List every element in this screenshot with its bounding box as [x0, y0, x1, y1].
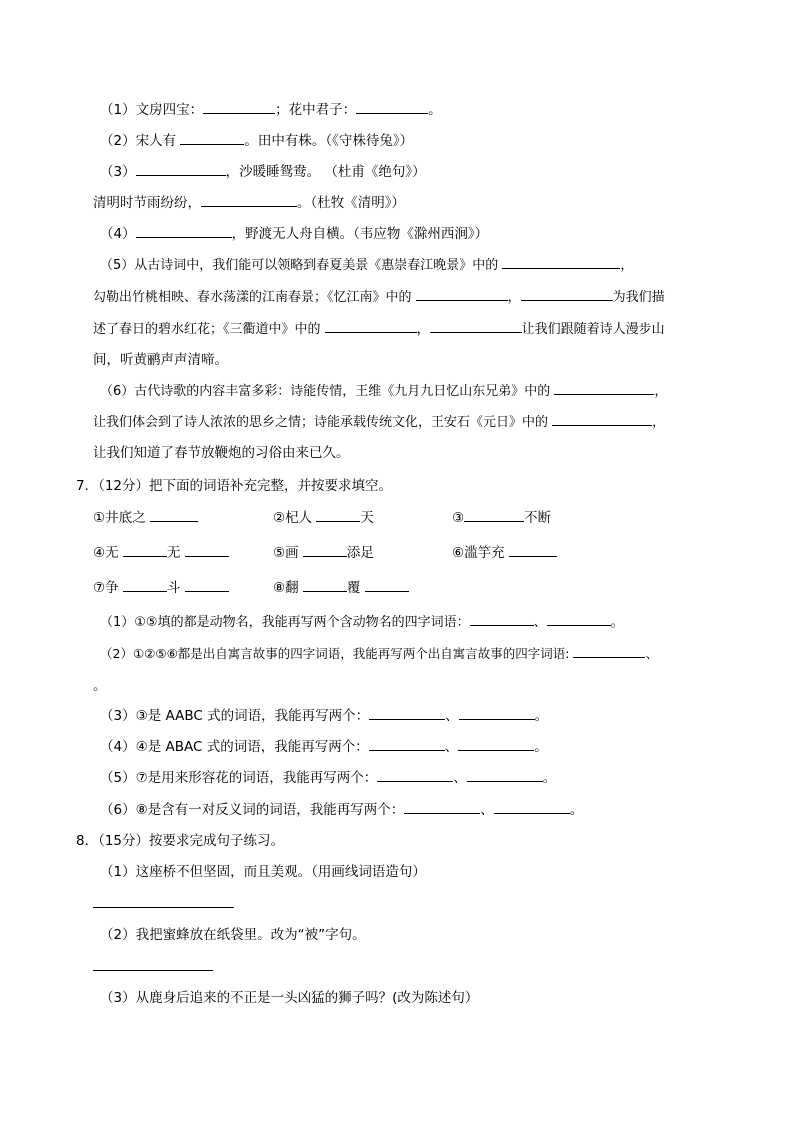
q7-sub-2-continued [93, 677, 107, 695]
q6-line-8-text-c: 让我们跟随着诗人漫步山 [521, 322, 665, 337]
q7-sub-5-text-a: （5）⑦是用来形容花的词语，我能再写两个： [100, 770, 378, 786]
q7-item-6-text: ⑥滥竽充 [452, 545, 509, 561]
q6-line-7-text-c: 为我们描 [612, 290, 665, 305]
q7-sub-6-text-b: 、 [480, 802, 494, 818]
answer-blank[interactable] [377, 769, 453, 782]
q6-line-4-text-a: 清明时节雨纷纷， [93, 195, 201, 211]
q6-line-10 [100, 382, 667, 401]
answer-blank[interactable] [150, 509, 198, 522]
q7-sub-5-text-b: 、 [453, 770, 467, 786]
q7-item-1 [93, 509, 198, 527]
answer-blank[interactable] [552, 413, 652, 426]
q6-line-5-text-b: ，野渡无人舟自横。（韦应物《滁州西涧》） [231, 226, 489, 242]
q7-item-4-text-b: 无 [166, 545, 185, 561]
answer-blank[interactable] [180, 132, 244, 145]
q7-sub-3-text-b: 、 [445, 708, 459, 724]
q8-sub-3-text: （3）从鹿身后追来的不正是一头凶猛的狮子吗？(改为陈述句） [100, 990, 479, 1006]
q8-sub-2 [100, 926, 366, 944]
q7-sub-4-text-b: 、 [444, 739, 459, 755]
answer-blank[interactable] [573, 645, 645, 658]
answer-blank[interactable] [547, 613, 611, 626]
q7-sub-4-text-c: 。 [534, 739, 548, 755]
q7-item-3-text-b: 不断 [524, 510, 552, 526]
q6-line-11 [93, 413, 665, 432]
q8-sub-3 [100, 989, 478, 1007]
answer-blank[interactable] [554, 382, 654, 395]
q6-line-1-text-b: ；花中君子： [275, 102, 357, 118]
q6-line-8 [93, 320, 665, 339]
q7-sub-5 [100, 769, 556, 787]
answer-blank[interactable] [303, 579, 347, 592]
q7-item-5-text-a: ⑤画 [273, 545, 303, 561]
q6-line-12-text: 让我们知道了春节放鞭炮的习俗由来已久。 [93, 445, 350, 461]
q6-line-2-text-a: （2）宋人有 [100, 133, 181, 149]
answer-blank[interactable] [521, 288, 613, 301]
answer-blank[interactable] [365, 579, 409, 592]
answer-blank[interactable] [470, 613, 534, 626]
answer-line[interactable] [93, 970, 213, 971]
q7-item-3-text-a: ③ [452, 510, 465, 526]
q7-sub-5-text-c: 。 [542, 770, 557, 786]
answer-blank[interactable] [404, 801, 480, 814]
q7-item-2 [273, 509, 374, 527]
q6-line-7 [93, 288, 665, 307]
q7-sub-4-text-a: （4）④是 ABAC 式的词语，我能再写两个： [100, 739, 369, 755]
q7-sub-2-text-a: （2）①②⑤⑥都是出自寓言故事的四字词语，我能再写两个出自寓言故事的四字词语: [100, 646, 574, 661]
q6-line-6-text-b: ， [620, 258, 634, 273]
q6-line-7-text-a: 勾勒出竹桃相映、春水荡漾的江南春景；《忆江南》中的 [93, 290, 416, 305]
q8-sub-2-text: （2）我把蜜蜂放在纸袋里。改为“被”字句。 [100, 927, 366, 943]
q7-item-8 [273, 579, 409, 597]
q8-title [76, 832, 284, 850]
q7-item-4 [93, 544, 229, 562]
q7-sub-1 [100, 613, 624, 632]
q7-sub-3-text-a: （3）③是 AABC 式的词语，我能再写两个： [100, 708, 370, 724]
q7-sub-6-text-a: （6）⑧是含有一对反义词的词语，我能再写两个： [100, 802, 405, 818]
answer-line[interactable] [93, 907, 234, 908]
answer-blank[interactable] [494, 801, 570, 814]
answer-blank[interactable] [136, 225, 232, 238]
q6-line-6-text-a: （5）从古诗词中，我们能可以领略到春夏美景《惠崇春江晚景》中的 [100, 258, 503, 273]
answer-blank[interactable] [502, 256, 620, 269]
answer-blank[interactable] [369, 738, 445, 751]
answer-blank[interactable] [416, 288, 508, 301]
q7-item-1-text: ①井底之 [93, 510, 150, 526]
q7-item-8-text-b: 覆 [346, 580, 365, 596]
q7-sub-1-text-c: 。 [610, 615, 624, 630]
q8-sub-1-text: （1）这座桥不但坚固，而且美观。（用画线词语造句） [100, 864, 426, 880]
answer-blank[interactable] [458, 738, 534, 751]
q6-line-3-text-a: （3） [100, 164, 136, 180]
q6-line-5 [100, 225, 488, 243]
q7-item-3 [452, 509, 551, 527]
q6-line-10-text-b: ， [654, 384, 668, 399]
q7-sub-1-text-b: 、 [533, 615, 547, 630]
q7-item-7 [93, 579, 229, 597]
answer-blank[interactable] [303, 544, 347, 557]
q6-line-8-text-a: 述了春日的碧水红花；《三衢道中》中的 [93, 322, 325, 337]
q6-line-1-text-c: 。 [428, 102, 442, 118]
answer-blank[interactable] [136, 163, 226, 176]
q6-line-2 [100, 132, 413, 150]
q6-line-1 [100, 101, 442, 119]
q6-line-9-text: 间，听黄鹂声声清啼。 [93, 352, 228, 368]
q6-line-9 [93, 351, 228, 369]
q6-line-8-text-b: ， [416, 322, 430, 337]
q6-line-10-text-a: （6）古代诗歌的内容丰富多彩：诗能传情，王维《九月九日忆山东兄弟》中的 [100, 384, 555, 399]
q7-title-text: 7．（12分）把下面的词语补充完整，并按要求填空。 [76, 478, 393, 494]
q7-item-6 [452, 544, 557, 562]
q7-item-2-text-b: 天 [360, 510, 374, 526]
q7-item-8-text-a: ⑧翻 [273, 580, 303, 596]
q7-sub-2-text-b: 、 [645, 646, 658, 661]
q7-item-7-text-a: ⑦争 [93, 580, 123, 596]
answer-blank[interactable] [459, 707, 535, 720]
answer-blank[interactable] [316, 509, 360, 522]
q6-line-7-text-b: ， [507, 290, 521, 305]
q6-line-4 [93, 194, 405, 212]
answer-blank[interactable] [123, 544, 167, 557]
q6-line-6 [100, 256, 633, 275]
q6-line-2-text-b: 。田中有株。（《守株待兔》） [244, 133, 414, 149]
answer-blank[interactable] [203, 101, 275, 114]
q7-item-4-text-a: ④无 [93, 545, 123, 561]
answer-blank[interactable] [430, 320, 522, 333]
q7-sub-4 [100, 738, 548, 756]
q8-title-text: 8．（15分）按要求完成句子练习。 [76, 833, 285, 849]
q7-sub-1-text-a: （1）①⑤填的都是动物名，我能再写两个含动物名的四字词语： [100, 615, 470, 630]
q7-sub-2 [100, 645, 658, 663]
answer-blank[interactable] [464, 509, 524, 522]
answer-blank[interactable] [509, 544, 557, 557]
q6-line-12 [93, 444, 350, 462]
answer-blank[interactable] [123, 579, 167, 592]
q8-sub-1 [100, 863, 426, 881]
q6-line-5-text-a: （4） [100, 226, 136, 242]
q6-line-11-text-a: 让我们体会到了诗人浓浓的思乡之情；诗能承载传统文化，王安石《元日》中的 [93, 415, 553, 430]
answer-blank[interactable] [356, 101, 428, 114]
q6-line-1-text-a: （1）文房四宝： [100, 102, 204, 118]
q6-line-11-text-b: ， [652, 415, 666, 430]
q7-sub-3 [100, 707, 548, 725]
q7-item-2-text-a: ②杞人 [273, 510, 317, 526]
q7-item-5 [273, 544, 374, 562]
q6-line-4-text-b: 。（杜牧《清明》） [297, 195, 405, 211]
q7-sub-3-text-c: 。 [534, 708, 549, 724]
q7-sub-6-text-c: 。 [569, 802, 584, 818]
answer-blank[interactable] [369, 707, 445, 720]
q7-item-5-text-b: 添足 [346, 545, 374, 561]
q7-sub-6 [100, 801, 583, 819]
q7-sub-2-continued-text: 。 [93, 678, 107, 694]
q7-title [76, 477, 392, 495]
q6-line-3 [100, 163, 426, 181]
answer-blank[interactable] [185, 579, 229, 592]
answer-blank[interactable] [325, 320, 417, 333]
answer-blank[interactable] [185, 544, 229, 557]
answer-blank[interactable] [201, 194, 297, 207]
q6-line-3-text-b: ，沙暖睡鸳鸯。 （杜甫《绝句》） [225, 164, 426, 180]
answer-blank[interactable] [467, 769, 543, 782]
q7-item-7-text-b: 斗 [166, 580, 185, 596]
